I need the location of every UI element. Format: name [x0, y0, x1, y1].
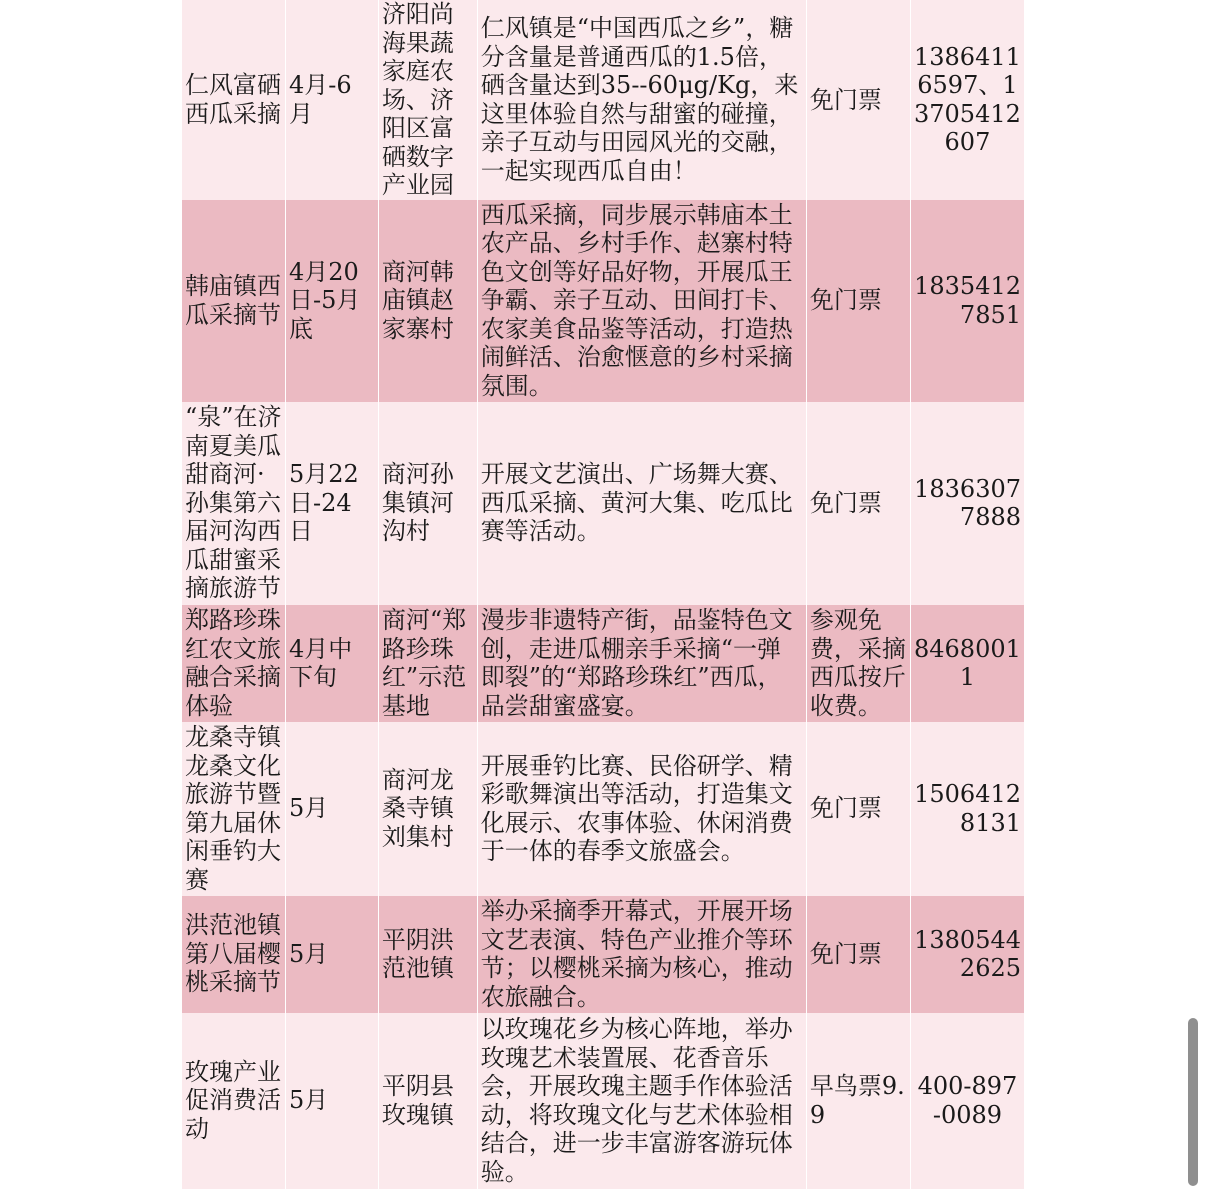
table-row [182, 1013, 1024, 1189]
table-row [182, 200, 1024, 402]
event-place-cell: 商河韩庙镇赵家寨村 [378, 200, 477, 402]
event-ticket-cell: 参观免费，采摘西瓜按斤收费。 [806, 605, 910, 722]
event-place-cell: 商河龙桑寺镇刘集村 [378, 722, 477, 896]
event-name-cell: 龙桑寺镇龙桑文化旅游节暨第九届休闲垂钓大赛 [182, 722, 285, 896]
event-place-cell: 商河孙集镇河沟村 [378, 402, 477, 605]
event-ticket-cell: 免门票 [806, 402, 910, 605]
event-phone-cell: 84680011 [910, 605, 1024, 722]
event-place-cell: 平阴县玫瑰镇 [378, 1013, 477, 1189]
event-phone-cell: 13864116597、13705412607 [910, 0, 1024, 200]
event-ticket-cell: 免门票 [806, 722, 910, 896]
table-row [182, 605, 1024, 722]
event-ticket-cell: 免门票 [806, 0, 910, 200]
event-description-cell: 举办采摘季开幕式，开展开场文艺表演、特色产业推介等环节；以樱桃采摘为核心，推动农旅融合。 [477, 896, 806, 1013]
events-table-container [182, 0, 1024, 1190]
event-phone-cell: 15064128131 [910, 722, 1024, 896]
event-date-cell: 4月-6月 [285, 0, 378, 200]
event-phone-cell: 18363077888 [910, 402, 1024, 605]
scrollbar-thumb[interactable] [1188, 1018, 1198, 1186]
table-row [182, 0, 1024, 200]
event-place-cell: 济阳尚海果蔬家庭农场、济阳区富硒数字产业园 [378, 0, 477, 200]
event-description-cell: 开展垂钓比赛、民俗研学、精彩歌舞演出等活动，打造集文化展示、农事体验、休闲消费于一体的春季文旅盛会。 [477, 722, 806, 896]
table-row [182, 896, 1024, 1013]
event-ticket-cell: 免门票 [806, 896, 910, 1013]
event-description-cell: 开展文艺演出、广场舞大赛、西瓜采摘、黄河大集、吃瓜比赛等活动。 [477, 402, 806, 605]
vertical-scrollbar[interactable] [1188, 0, 1198, 1197]
event-phone-cell: 400-897-0089 [910, 1013, 1024, 1189]
event-ticket-cell: 免门票 [806, 200, 910, 402]
event-description-cell: 西瓜采摘，同步展示韩庙本土农产品、乡村手作、赵寨村特色文创等好品好物，开展瓜王争霸、亲子互动、田间打卡、农家美食品鉴等活动，打造热闹鲜活、治愈惬意的乡村采摘氛围。 [477, 200, 806, 402]
event-name-cell: 洪范池镇第八届樱桃采摘节 [182, 896, 285, 1013]
event-name-cell: 韩庙镇西瓜采摘节 [182, 200, 285, 402]
event-ticket-cell: 早鸟票9.9 [806, 1013, 910, 1189]
event-place-cell: 平阴洪范池镇 [378, 896, 477, 1013]
event-date-cell: 4月20日-5月底 [285, 200, 378, 402]
event-description-cell: 以玫瑰花乡为核心阵地，举办玫瑰艺术装置展、花香音乐会，开展玫瑰主题手作体验活动，将玫瑰文化与艺术体验相结合，进一步丰富游客游玩体验。 [477, 1013, 806, 1189]
table-row [182, 402, 1024, 605]
event-place-cell: 商河“郑路珍珠红”示范基地 [378, 605, 477, 722]
event-date-cell: 5月 [285, 896, 378, 1013]
event-name-cell: 玫瑰产业促消费活动 [182, 1013, 285, 1189]
event-name-cell: “泉”在济南夏美瓜甜商河·孙集第六届河沟西瓜甜蜜采摘旅游节 [182, 402, 285, 605]
table-row [182, 722, 1024, 896]
event-name-cell: 仁风富硒西瓜采摘 [182, 0, 285, 200]
event-name-cell: 郑路珍珠红农文旅融合采摘体验 [182, 605, 285, 722]
event-phone-cell: 13805442625 [910, 896, 1024, 1013]
events-table [182, 0, 1024, 1189]
event-description-cell: 仁风镇是“中国西瓜之乡”，糖分含量是普通西瓜的1.5倍，硒含量达到35--60μg/Kg，来这里体验自然与甜蜜的碰撞，亲子互动与田园风光的交融，一起实现西瓜自由！ [477, 0, 806, 200]
event-date-cell: 5月 [285, 722, 378, 896]
event-date-cell: 5月 [285, 1013, 378, 1189]
event-description-cell: 漫步非遗特产街，品鉴特色文创，走进瓜棚亲手采摘“一弹即裂”的“郑路珍珠红”西瓜，品尝甜蜜盛宴。 [477, 605, 806, 722]
event-date-cell: 4月中下旬 [285, 605, 378, 722]
event-phone-cell: 18354127851 [910, 200, 1024, 402]
event-date-cell: 5月22日-24日 [285, 402, 378, 605]
